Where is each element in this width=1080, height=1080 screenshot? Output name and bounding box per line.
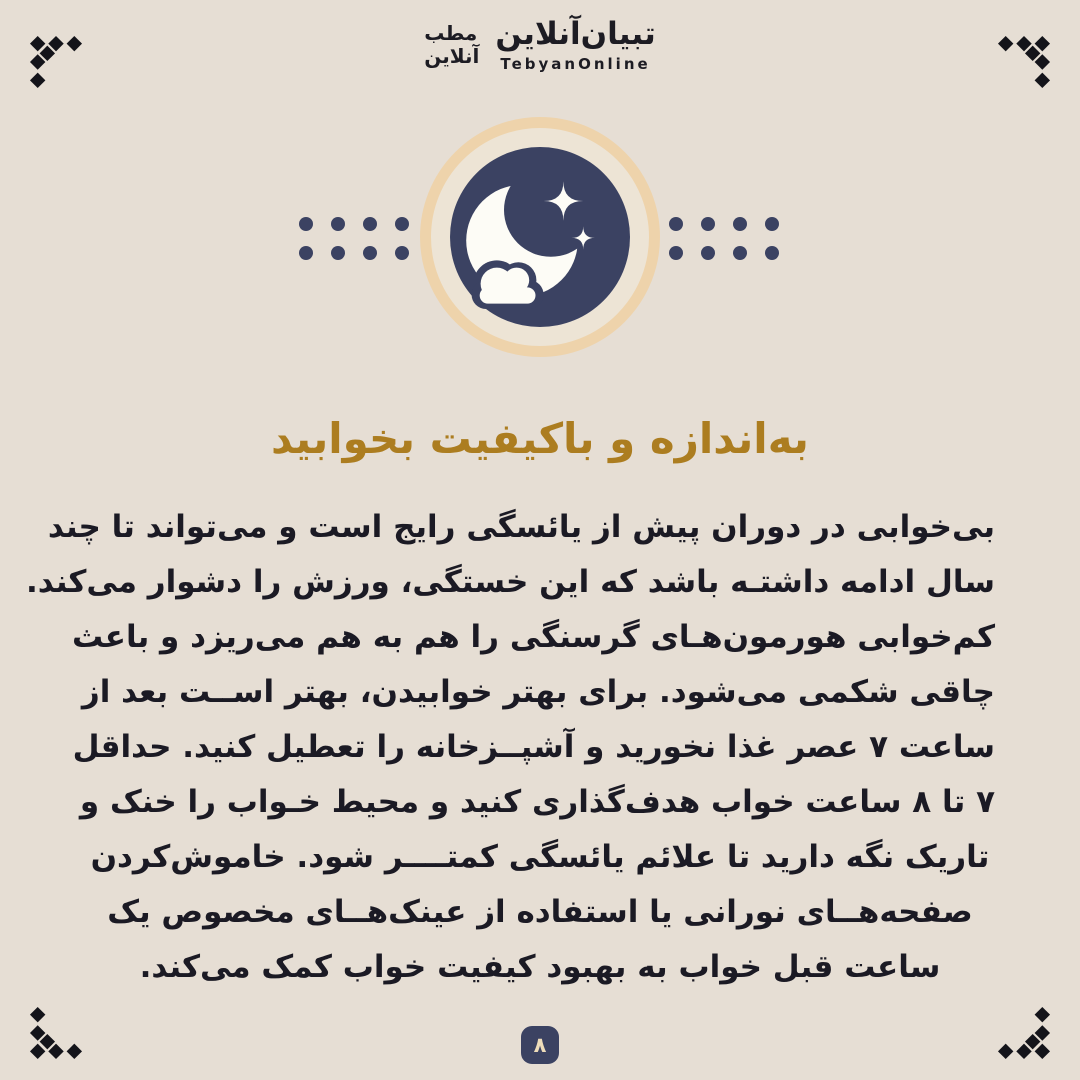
body-line: ۷ تا ۸ ساعت خواب هدف‌گذاری کنید و محیط خـواب را خنک و	[79, 784, 995, 820]
dot-grid-right	[669, 217, 779, 260]
dot	[765, 217, 779, 231]
dot	[701, 217, 715, 231]
diamond-cluster-icon	[29, 1006, 83, 1060]
moon-stars-cloud-icon	[450, 147, 630, 327]
matab-online-logo	[424, 22, 479, 68]
matab-online-logo-line2: آنلاین	[424, 44, 480, 68]
dot	[395, 217, 409, 231]
dot	[733, 246, 747, 260]
dot	[299, 246, 313, 260]
dot	[331, 217, 345, 231]
dot	[765, 246, 779, 260]
body-line: صفحه‌هــای نورانی یا استفاده از عینک‌هــای مخصوص یک	[107, 894, 973, 930]
page-number-badge: ۸	[521, 1026, 559, 1064]
body-line: ساعت قبل خواب به بهبود کیفیت خواب کمک می‌کند.	[139, 949, 941, 985]
body-text	[26, 500, 995, 995]
dot-grid-left	[299, 217, 409, 260]
tebyan-online-logo-farsi: تبیان‌آنلاین	[495, 16, 656, 52]
body-line: تاریک نگه دارید تا علائم یائسگی کمتــــر شود. خاموش‌کردن	[90, 839, 990, 875]
dot	[669, 246, 683, 260]
diamond-cluster-icon	[997, 1006, 1051, 1060]
body-line: چاقی شکمی می‌شود. برای بهتر خوابیدن، بهتر اســت بعد از	[81, 674, 995, 710]
dot	[669, 217, 683, 231]
matab-online-logo-line1: مطب	[424, 21, 478, 45]
tebyan-online-logo-latin: TebyanOnline	[500, 55, 651, 73]
tebyan-online-logo	[495, 16, 655, 73]
dot	[363, 217, 377, 231]
page-title: به‌اندازه و باکیفیت بخوابید	[271, 414, 809, 463]
body-line: ساعت ۷ عصر غذا نخورید و آشپــزخانه را تعطیل کنید. حداقل	[72, 729, 995, 765]
dot	[733, 217, 747, 231]
body-line: کم‌خوابی هورمون‌هـای گرسنگی را هم به هم می‌ریزد و باعث	[71, 619, 995, 655]
body-line: بی‌خوابی در دوران پیش از یائسگی رایج است و می‌تواند تا چند	[47, 509, 995, 545]
dot	[331, 246, 345, 260]
dot	[363, 246, 377, 260]
body-line: سال ادامه داشتـه باشد که این خستگی، ورزش را دشوار می‌کند.	[26, 564, 995, 600]
dot	[395, 246, 409, 260]
dot	[299, 217, 313, 231]
header	[0, 16, 1080, 73]
dot	[701, 246, 715, 260]
